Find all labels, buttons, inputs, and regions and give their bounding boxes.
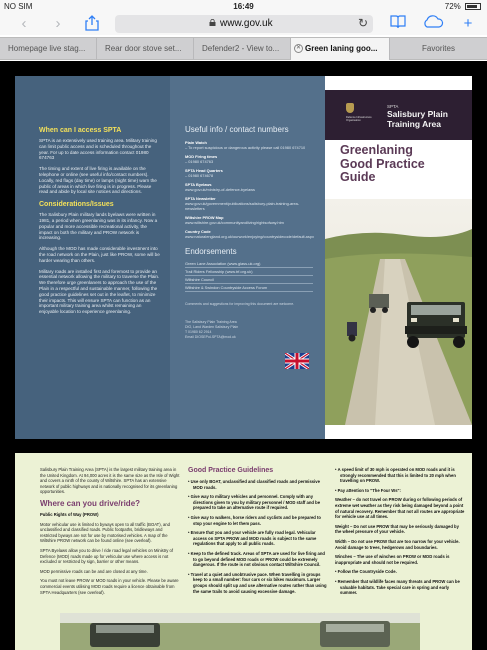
subheading: Public Rights of Way (PROW)	[40, 511, 99, 517]
paragraph: Motor vehicular use is limited to byways open to all traffic (BOAT), and unclassified and classified roads. Public footpaths, bridleways and restricted byways are not for use by motorised vehicles. A map of the Wiltshire PROW network can be found online (see overleaf).	[40, 521, 170, 544]
column-where-to-drive	[40, 467, 180, 599]
contact-line: DIO, Land Warden Salisbury Plain	[185, 325, 239, 330]
cloud-tabs-icon[interactable]	[420, 15, 446, 33]
tab-green-laning[interactable]	[291, 38, 390, 60]
endorsement: Green Lane Association (www.glass-uk.org)	[185, 260, 313, 268]
column-guidelines	[188, 467, 328, 598]
paragraph: Although the MOD has made considerable investment into the road network on the Plain, just like PROW, some will be harder wearing than others.	[39, 246, 160, 263]
access-panel	[15, 76, 170, 439]
endorsement: Wiltshire Council	[185, 276, 313, 284]
guideline-bullet: • Remember that wildlife faces many threats and PROW can be valuable habitats. Take special care in spring and early summer.	[335, 578, 460, 596]
endorsement: Wiltshire & Swindon Countryside Access Forum	[185, 284, 313, 292]
cover-title: Salisbury Plain Training Area	[387, 109, 448, 129]
battery-indicator	[445, 2, 481, 11]
section-heading: Good Practice Guidelines	[188, 467, 274, 474]
spta-tag: SPTA	[387, 104, 399, 109]
section-heading: Where can you drive/ride?	[40, 498, 141, 508]
four-ws-weather: Weather – do not travel on PROW during or following periods of extreme wet weather as they risk being damaged beyond a point of natural recovery. Remember that not all routes are appropriate for vehicle use at all times.	[335, 497, 465, 520]
close-tab-icon[interactable]: ✕	[295, 45, 302, 51]
status-bar	[0, 0, 487, 13]
section-heading: When can I access SPTA	[39, 127, 122, 134]
paragraph: SPTA Byelaws allow you to drive / ride road legal vehicles on Ministry of Defence (MOD) roads made up for vehicular use where access is not excluded or restricted by sign, barrier or other means.	[40, 547, 174, 565]
paragraph: SPTA is an extensively used training area. Military training can limit public access and is scheduled throughout the year. For up to date access information contact 01980 674763	[39, 138, 157, 161]
intro-paragraph: Salisbury Plain Training Area (SPTA) is the largest military training area in the United Kingdom. At 94,000 acres it is the same size as the Isle of Wight and covers a ninth of the county of Wiltshire. SPTA has an extensive network of public highways and is nationally recognised for its greenlaning opportunities.	[40, 467, 180, 495]
share-icon[interactable]	[82, 15, 102, 33]
cover-banner	[325, 90, 472, 140]
guideline-bullet: • Use only BOAT, unclassified and classified roads and permissive MOD roads.	[188, 479, 320, 490]
guideline-bullet: • Give way to walkers, horse riders and cyclists and be prepared to stop your engine to let them pass.	[188, 514, 321, 526]
contacts-panel	[170, 76, 325, 439]
contact-item: SPTA Byelaws www.gov.uk/ministry-of-defence-byelaws	[185, 182, 255, 192]
paragraph: Military roads are installed first and foremost to provide an essential network allowing the military to traverse the Plain. We therefore urge greenlaners to approach the use of the Plain in a respectful and sustainable manner, following the good practice guidelines set out in the leaflet, to minimize their impacts. This will ensure SPTA can function as an important military training area whilst remaining an enjoyable location to experience greenlaning.	[39, 268, 160, 315]
url-text: www.gov.uk	[220, 18, 273, 29]
favorites-label: Favorites	[422, 44, 455, 53]
pdf-viewer[interactable]	[0, 61, 487, 650]
tab-label: Homepage live stag...	[8, 44, 86, 53]
carrier-label: NO SIM	[4, 2, 33, 11]
guideline-bullet: • Travel at a quiet and unobtrusive pace. When travelling in groups keep to a small number: four cars or six bikes maximum. Larger groups should split up and use alternative routes rather than using the same trails to avoid causing excessive damage.	[188, 571, 327, 594]
leaflet-page-1	[15, 76, 472, 439]
tab-rear-door[interactable]	[97, 38, 194, 60]
contact-item: Wiltshire PROW Map www.wiltshire.gov.uk/communityandliving/rightsofway.htm	[185, 215, 284, 225]
contact-item: Plain Watch – To report suspicious or dangerous activity please call 01980 674710	[185, 140, 306, 150]
four-ws-winches: Winches – The use of winches on PROW or MOD roads is inappropriate and should not be required.	[335, 554, 450, 565]
clock: 16:49	[233, 2, 254, 11]
contact-line: T 01980 62 2914	[185, 330, 212, 335]
paragraph: The timing and extent of live firing is available on the telephone or online (see useful info/contact numbers). Locally, red flags (day time) or lamps (night time) warn the public of areas in which live firing is in progress. Please read and abide by local site notices and directions.	[39, 166, 157, 195]
contact-item: MOD Firing times – 01980 674763	[185, 154, 218, 164]
feedback-note: Comments and suggestions for improving this document are welcome.	[185, 302, 295, 306]
browser-toolbar	[0, 13, 487, 35]
bookmarks-icon[interactable]	[388, 15, 408, 33]
forward-icon[interactable]: ›	[55, 15, 61, 32]
paragraph: You must not leave PROW or MOD roads in your vehicle. Please be aware commercial events utilising MOD roads require a licence obtainable from SPTA Headquarters (see overleaf).	[40, 578, 179, 595]
guideline-bullet: • Pay attention to "The Four Ws":	[335, 487, 401, 493]
four-ws-width: Width – Do not use PROW that are too narrow for your vehicle. Avoid damage to trees, hedgerows and boundaries.	[335, 538, 460, 550]
vehicles-photo	[60, 613, 420, 650]
tab-defender[interactable]	[194, 38, 291, 60]
battery-percent: 72%	[444, 2, 461, 11]
paragraph: MOD permissive roads can be and are closed at any time.	[40, 568, 148, 574]
back-icon[interactable]: ‹	[21, 15, 27, 32]
paragraph: The Salisbury Plain military lands byelaws were written in 1981, a period when greenlaning was in its infancy. Now a popular and more accessible recreational activity, the impact on both the military and PROW network is increasing.	[39, 212, 158, 241]
address-bar[interactable]	[115, 15, 373, 33]
reload-icon[interactable]: ↻	[357, 16, 368, 30]
guideline-bullet: • Give way to military vehicles and personnel. Comply with any directions given to you by military personnel / MOD staff and be prepared to take an alternative route if required.	[188, 494, 321, 511]
endorsements-title: Endorsements	[185, 247, 237, 256]
contact-item: Country Code www.naturalengland.org.uk/ourwork/enjoying/countrysidecode/default.aspx	[185, 229, 314, 239]
tab-bar	[0, 37, 487, 60]
leaflet-page-2	[15, 453, 472, 650]
tab-label: Green laning goo...	[305, 44, 378, 53]
contacts-title: Useful info / contact numbers	[185, 125, 289, 134]
cover-panel	[325, 76, 472, 439]
tab-label: Defender2 - View to...	[202, 44, 280, 53]
guide-heading: Greenlaning Good Practice Guide	[340, 143, 425, 184]
four-ws-weight: Weight – Do not use PROW that may be seriously damaged by the wheel pressure of your vehicle.	[335, 523, 459, 535]
contact-item: SPTA Newsletter www.gov.uk/government/publications/salisbury-plain-training-area-newsletters	[185, 196, 300, 211]
battery-icon	[465, 3, 481, 10]
contact-item: SPTA Head Quarters – 01980 674678	[185, 168, 223, 178]
union-flag-icon	[285, 353, 309, 369]
endorsement: Trail Riders Fellowship (www.trf.org.uk)	[185, 268, 313, 276]
section-heading: Considerations/Issues	[39, 201, 114, 209]
add-tab-icon[interactable]: +	[463, 15, 473, 32]
guideline-bullet: • Keep to the defined track. Areas of SPTA are used for live firing and to go beyond defined MOD roads or PROW could be extremely dangerous. If the route is not obvious contact Wiltshire Council.	[188, 550, 325, 568]
landrover-photo	[325, 199, 472, 425]
guideline-bullet: • Ensure that you and your vehicle are fully road legal. Vehicular access on SPTA PROW and MOD roads is subject to the same regulations that apply to all public roads.	[188, 530, 317, 547]
contact-line: The Salisbury Plain Training Area	[185, 320, 237, 325]
guideline-bullet: • A speed limit of 30 mph is operated on MOD roads and it is strongly recommended that this is limited to 20 mph when travelling on PROW.	[335, 467, 456, 484]
crest-icon	[346, 103, 354, 113]
column-four-ws	[335, 467, 465, 600]
org-name: Defence Infrastructure Organisation	[346, 116, 372, 122]
tab-homepage[interactable]	[0, 38, 97, 60]
tab-label: Rear door stove set...	[105, 44, 182, 53]
lock-icon	[209, 19, 216, 26]
tab-favorites[interactable]	[390, 38, 487, 60]
contact-line: Email DIOSEPol-SPTA@mod.uk	[185, 335, 236, 340]
guideline-bullet: • Follow the Countryside Code.	[335, 569, 397, 575]
